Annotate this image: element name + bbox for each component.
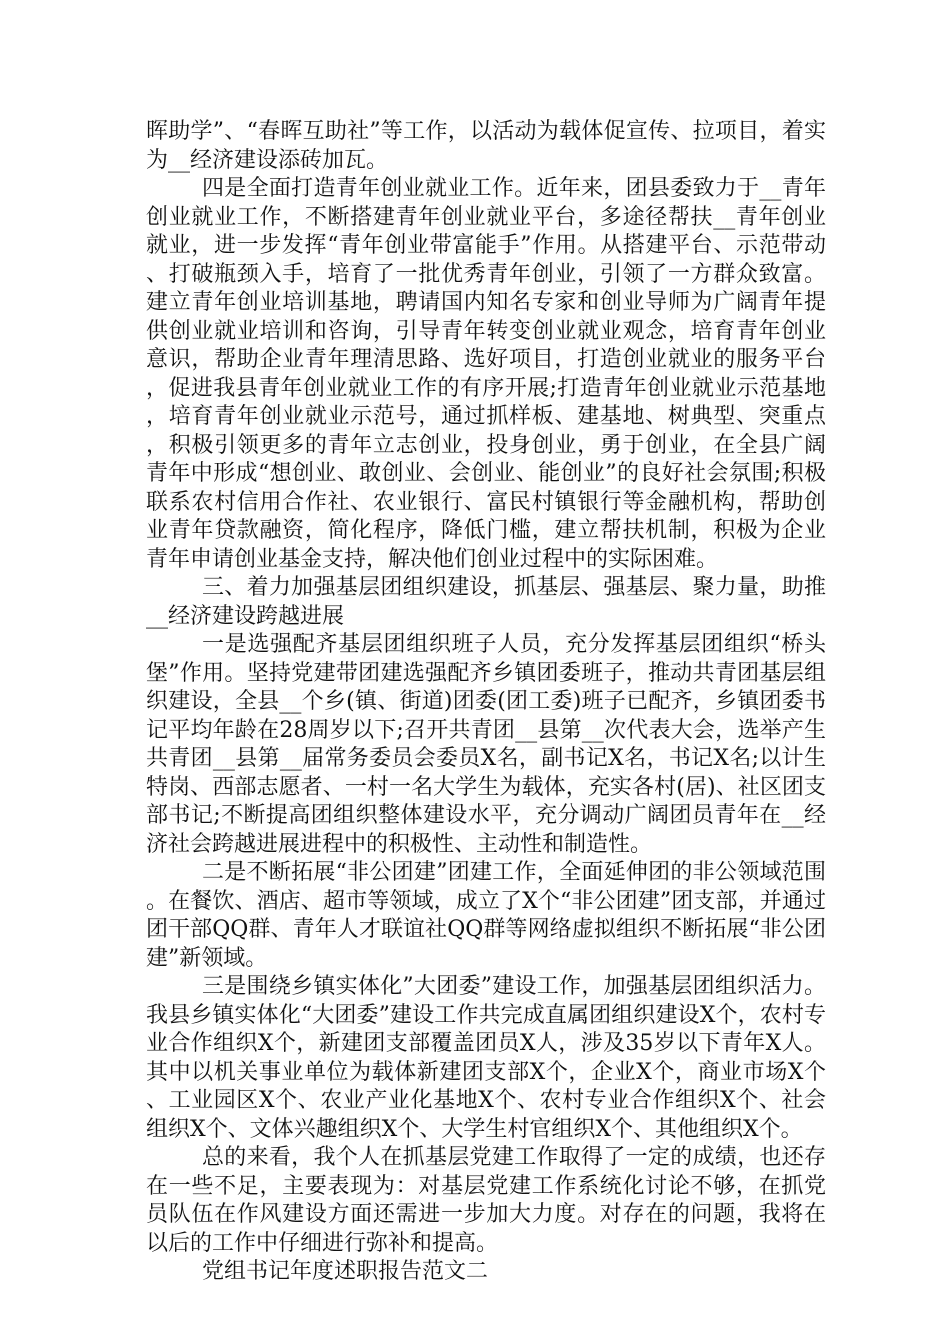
paragraph-township-committee: 三是围绕乡镇实体化”大团委”建设工作，加强基层团组织活力。我县乡镇实体化“大团委”建设工作共完成直属团组织建设X个，农村专业合作组织X个，新建团支部覆盖团员X人，涉及35岁以下青年X人。其中以机关事业单位为载体新建团支部X个，企业X个，商业市场X个、工业园区X个、农业产业化基地X个、农村专业合作组织X个、社会组织X个、文体兴趣组织X个、大学生村官组织X个、其他组织X个。 bbox=[146, 974, 826, 1142]
paragraph-non-public-league: 二是不断拓展“非公团建”团建工作，全面延伸团的非公领域范围。在餐饮、酒店、超市等领域，成立了X个“非公团建”团支部，并通过团干部QQ群、青年人才联谊社QQ群等网络虚拟组织不断拓展“非公团建”新领域。 bbox=[146, 860, 826, 971]
paragraph-team-leadership: 一是选强配齐基层团组织班子人员，充分发挥基层团组织“桥头堡”作用。坚持党建带团建选强配齐乡镇团委班子，推动共青团基层组织建设，全县__个乡(镇、街道)团委(团工委)班子已配齐，乡镇团委书记平均年龄在28周岁以下;召开共青团__县第__次代表大会，选举产生共青团__县第__届常务委员会委员X名，副书记X名，书记X名;以计生特岗、西部志愿者、一村一名大学生为载体，充实各村(居)、社区团支部书记;不断提高团组织整体建设水平，充分调动广阔团员青年在__经济社会跨越进展进程中的积极性、主动性和制造性。 bbox=[146, 632, 826, 857]
paragraph-continuation: 晖助学”、“春晖互助社”等工作，以活动为载体促宣传、拉项目，着实为__经济建设添砖加瓦。 bbox=[146, 119, 826, 173]
paragraph-summary: 总的来看，我个人在抓基层党建工作取得了一定的成绩，也还存在一些不足，主要表现为：对基层党建工作系统化讨论不够，在抓党员队伍在作风建设方面还需进一步加大力度。对存在的问题，我将在以后的工作中仔细进行弥补和提高。 bbox=[146, 1145, 826, 1256]
section-heading-grassroots: 三、着力加强基层团组织建设，抓基层、强基层、聚力量，助推__经济建设跨越进展 bbox=[146, 575, 826, 629]
next-article-title: 党组书记年度述职报告范文二 bbox=[202, 1259, 489, 1284]
document-body bbox=[146, 118, 826, 1287]
paragraph-youth-entrepreneurship: 四是全面打造青年创业就业工作。近年来，团县委致力于__青年创业就业工作，不断搭建青年创业就业平台，多途径帮扶__青年创业就业，进一步发挥“青年创业带富能手”作用。从搭建平台、示范带动、打破瓶颈入手，培育了一批优秀青年创业，引领了一方群众致富。建立青年创业培训基地，聘请国内知名专家和创业导师为广阔青年提供创业就业培训和咨询，引导青年转变创业就业观念，培育青年创业意识，帮助企业青年理清思路、选好项目，打造创业就业的服务平台，促进我县青年创业就业工作的有序开展;打造青年创业就业示范基地，培育青年创业就业示范号，通过抓样板、建基地、树典型、突重点，积极引领更多的青年立志创业，投身创业，勇于创业，在全县广阔青年中形成“想创业、敢创业、会创业、能创业”的良好社会氛围;积极联系农村信用合作社、农业银行、富民村镇银行等金融机构，帮助创业青年贷款融资，简化程序，降低门槛，建立帮扶机制，积极为企业青年申请创业基金支持，解决他们创业过程中的实际困难。 bbox=[146, 176, 826, 572]
